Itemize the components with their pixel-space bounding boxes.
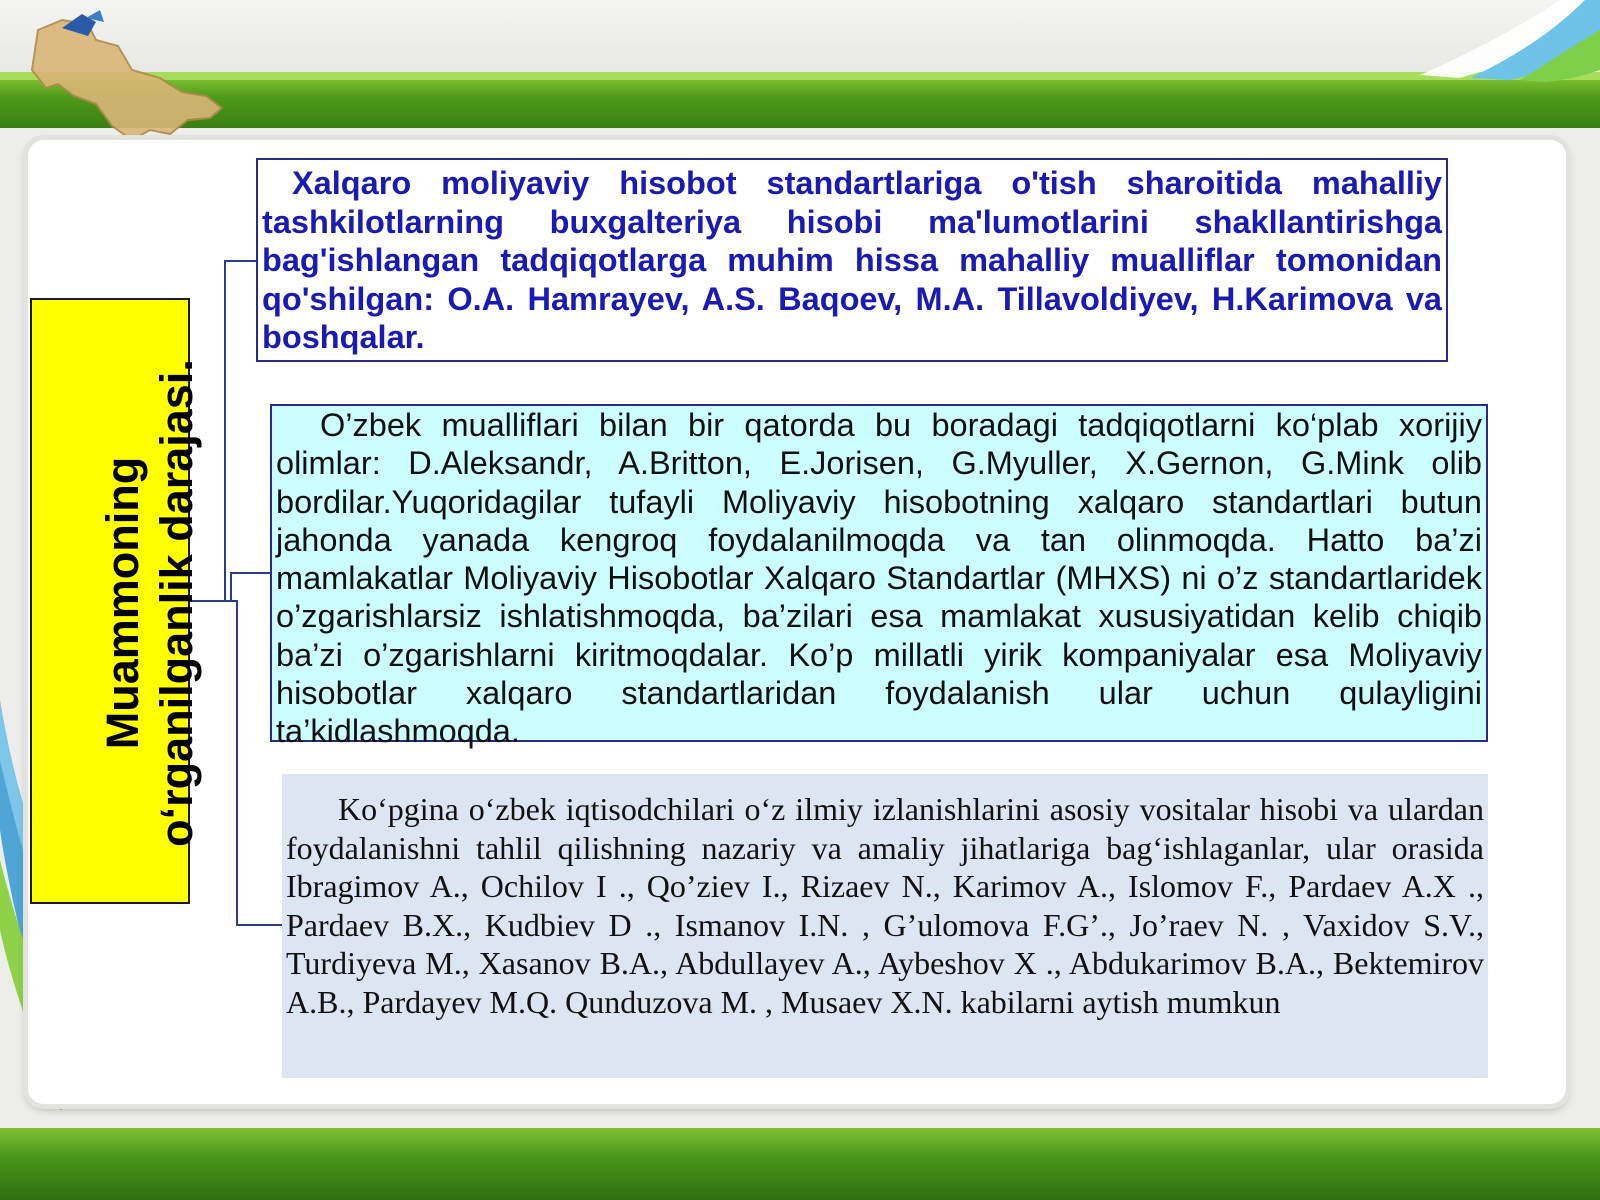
local-authors-text: Xalqaro moliyaviy hisobot standartlariga o'tish sharoitida mahalliy tashkilotlarning buxgalteriya hisobi ma'lumotlarini shakllantirishga bag'ishlangan tadqiqotlarga muhim hissa mahalliy mualliflar tomonidan qo'shilgan: O.A. Hamrayev, A.S. Baqoev, M.A. Tillavoldiyev, H.Karimova va boshqalar. [262, 165, 1442, 355]
foreign-authors-box [270, 404, 1488, 750]
uzbek-economists-box [282, 774, 1488, 1078]
local-authors-box [256, 158, 1448, 362]
connector-to-box2 [230, 572, 270, 574]
slide-title-line2: o‘rganilganlik darajasi. [151, 359, 202, 847]
connector-to-box3 [236, 924, 282, 926]
foreign-authors-text: O’zbek mualliflari bilan bir qatorda bu boradagi tadqiqotlarni ko‘plab xorijiy olimlar: D.Aleksandr, A.Britton, E.Jorisen, G.Myuller, X.Gernon, G.Mink olib bordilar.Yuqoridagilar tufayli Moliyaviy hisobotning xalqaro standartlari butun jahonda yanada kengroq foydalanilmoqda va tan olinmoqda. Hatto ba’zi mamlakatlar Moliyaviy Hisobotlar Xalqaro Standartlar (MHXS) ni o’z standartlaridek o’zgarishlarsiz ishlatishmoqda, ba’zilari esa mamlakat xususiyatidan kelib chiqib ba’zi o’zgarishlarni kiritmoqdalar. Ko’p millatli yirik kompaniyalar esa Moliyaviy hisobotlar xalqaro standartlaridan foydalanish ular uchun qulayligini ta’kidlashmoqda. [276, 407, 1482, 750]
connector-vertical-bottom [236, 600, 238, 926]
uzbek-economists-text: Ko‘pgina o‘zbek iqtisodchilari o‘z ilmiy izlanishlarini asosiy vositalar hisobi va ulardan foydalanishni tahlil qilishning nazariy va amaliy jihatlariga bag‘ishlaganlar, ular orasida Ibragimov A., Ochilov I ., Qo’ziev I., Rizaev N., Karimov A., Islomov F., Pardaev A.X ., Pardaev B.X., Kudbiev D ., Ismanov I.N. , G’ulomova F.G’., Jo’raev N. , Vaxidov S.V., Turdiyeva M., Xasanov B.A., Abdullayev A., Aybeshov X ., Abdukarimov B.A., Bektemirov A.B., Pardayev M.Q. Qunduzova M. , Musaev X.N. kabilarni aytish mumkun [286, 791, 1484, 1020]
connector-vertical-mid [230, 572, 232, 602]
connector-vertical-top [224, 260, 226, 602]
slide-title-line1: Muammoning [97, 456, 148, 750]
slide-title [80, 303, 220, 903]
connector-to-box1 [224, 260, 256, 262]
